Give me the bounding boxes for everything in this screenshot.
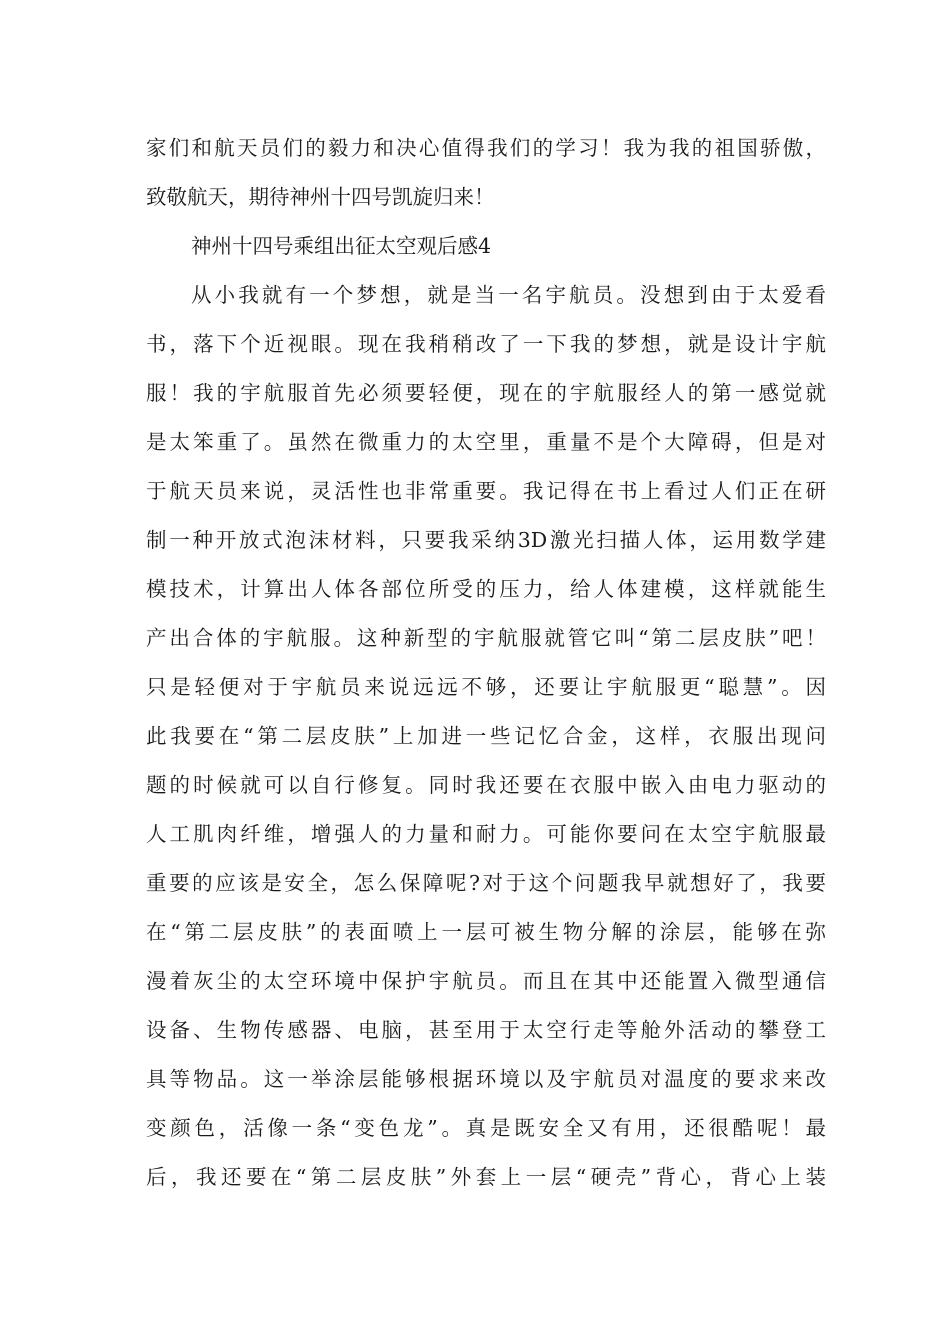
text-line: 是太笨重了。虽然在微重力的太空里，重量不是个大障碍，但是对 [146, 430, 826, 454]
text-line: 具等物品。这一举涂层能够根据环境以及宇航员对温度的要求来改 [146, 1067, 826, 1091]
text-line: 此我要在“第二层皮肤”上加进一些记忆合金，这样，衣服出现问 [146, 724, 826, 748]
text-line: 重要的应该是安全，怎么保障呢?对于这个问题我早就想好了，我要 [146, 871, 826, 895]
text-line: 题的时候就可以自行修复。同时我还要在衣服中嵌入由电力驱动的 [146, 773, 826, 797]
text-line: 设备、生物传感器、电脑，甚至用于太空行走等舱外活动的攀登工 [146, 1018, 826, 1042]
text-line: 服！我的宇航服首先必须要轻便，现在的宇航服经人的第一感觉就 [146, 381, 826, 405]
text-line: 人工肌肉纤维，增强人的力量和耐力。可能你要问在太空宇航服最 [146, 822, 826, 846]
text-line: 家们和航天员们的毅力和决心值得我们的学习！我为我的祖国骄傲， [146, 136, 826, 160]
text-line: 制一种开放式泡沫材料，只要我采纳3D激光扫描人体，运用数学建 [146, 528, 826, 552]
text-line: 产出合体的宇航服。这种新型的宇航服就管它叫“第二层皮肤”吧！ [146, 626, 826, 650]
section-heading: 神州十四号乘组出征太空观后感4 [191, 234, 492, 258]
text-line: 只是轻便对于宇航员来说远远不够，还要让宇航服更“聪慧”。因 [146, 675, 826, 699]
document-body [146, 124, 826, 1202]
text-line: 书，落下个近视眼。现在我稍稍改了一下我的梦想，就是设计宇航 [146, 332, 826, 356]
text-line: 于航天员来说，灵活性也非常重要。我记得在书上看过人们正在研 [146, 479, 826, 503]
text-line: 漫着灰尘的太空环境中保护宇航员。而且在其中还能置入微型通信 [146, 969, 826, 993]
text-line: 致敬航天，期待神州十四号凯旋归来！ [146, 185, 495, 209]
text-line: 模技术，计算出人体各部位所受的压力，给人体建模，这样就能生 [146, 577, 826, 601]
text-line: 从小我就有一个梦想，就是当一名宇航员。没想到由于太爱看 [191, 283, 826, 307]
text-line: 后，我还要在“第二层皮肤”外套上一层“硬壳”背心，背心上装 [146, 1165, 826, 1189]
text-line: 变颜色，活像一条“变色龙”。真是既安全又有用，还很酷呢！最 [146, 1116, 826, 1140]
text-line: 在“第二层皮肤”的表面喷上一层可被生物分解的涂层，能够在弥 [146, 920, 826, 944]
